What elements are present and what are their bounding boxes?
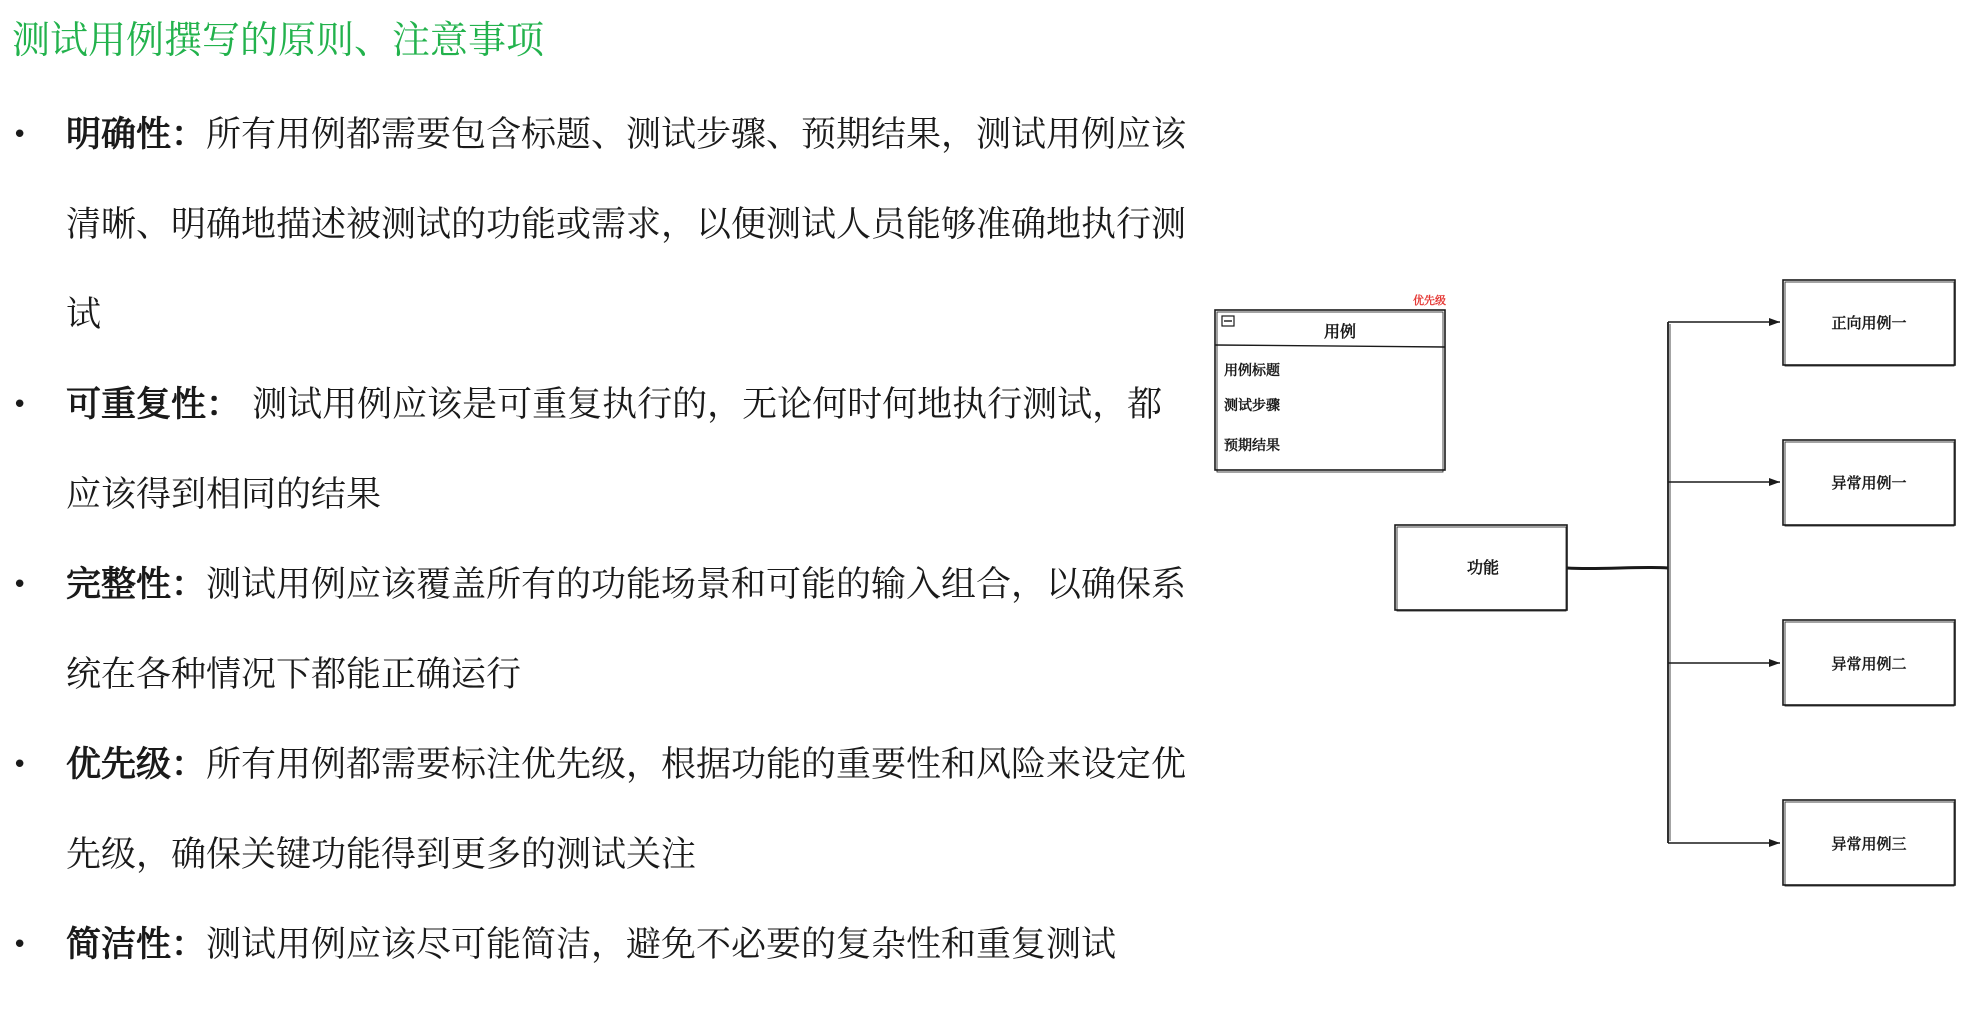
bullet-icon: • <box>12 570 28 600</box>
branch-label: 异常用例三 <box>1831 835 1907 853</box>
case-field-steps: 测试步骤 <box>1224 398 1280 414</box>
branch-node-1 <box>1783 280 1955 366</box>
case-field-expected: 预期结果 <box>1224 438 1280 454</box>
connector-lines <box>1567 322 1780 843</box>
principle-term: 完整性： <box>66 565 207 605</box>
branch-node-2 <box>1783 440 1955 526</box>
principle-term: 可重复性： <box>66 385 242 425</box>
priority-tag: 优先级 <box>1413 294 1446 307</box>
function-connector <box>1567 567 1668 568</box>
branch-node-4 <box>1783 800 1955 886</box>
branch-label: 异常用例一 <box>1831 474 1907 492</box>
principle-term: 简洁性： <box>66 925 207 965</box>
bullet-icon: • <box>12 750 28 780</box>
case-card-header: 用例 <box>1323 322 1357 341</box>
test-case-diagram <box>1200 260 1960 904</box>
case-field-title: 用例标题 <box>1224 363 1280 379</box>
principle-item <box>0 720 1194 900</box>
branch-label: 正向用例一 <box>1831 314 1907 332</box>
bullet-icon: • <box>12 120 28 150</box>
principle-text: 测试用例应该尽可能简洁，避免不必要的复杂性和重复测试 <box>206 925 1117 965</box>
principle-item <box>0 540 1194 720</box>
diagram-svg <box>1200 260 1960 900</box>
principle-item <box>0 360 1194 540</box>
principle-term: 明确性： <box>66 115 207 155</box>
case-card <box>1215 293 1446 472</box>
branch-label: 异常用例二 <box>1831 655 1907 673</box>
principle-term: 优先级： <box>66 745 207 785</box>
principle-text: 测试用例应该覆盖所有的功能场景和可能的输入组合，以确保系统在各种情况下都能正确运行 <box>66 565 1187 695</box>
bullet-icon: • <box>12 390 28 420</box>
principles-list <box>0 90 1200 990</box>
branch-node-3 <box>1783 620 1955 706</box>
function-label: 功能 <box>1466 558 1500 577</box>
principle-text: 测试用例应该是可重复执行的，无论何时何地执行测试，都应该得到相同的结果 <box>66 385 1163 515</box>
principle-item <box>0 900 1194 990</box>
page-title: 测试用例撰写的原则、注意事项 <box>12 18 545 62</box>
principle-item <box>0 90 1194 360</box>
bullet-icon: • <box>12 930 28 960</box>
principle-text: 所有用例都需要标注优先级，根据功能的重要性和风险来设定优先级，确保关键功能得到更多的测试关注 <box>66 745 1187 875</box>
principle-text: 所有用例都需要包含标题、测试步骤、预期结果，测试用例应该清晰、明确地描述被测试的功能或需求，以便测试人员能够准确地执行测试 <box>66 115 1187 335</box>
function-node <box>1395 525 1567 611</box>
